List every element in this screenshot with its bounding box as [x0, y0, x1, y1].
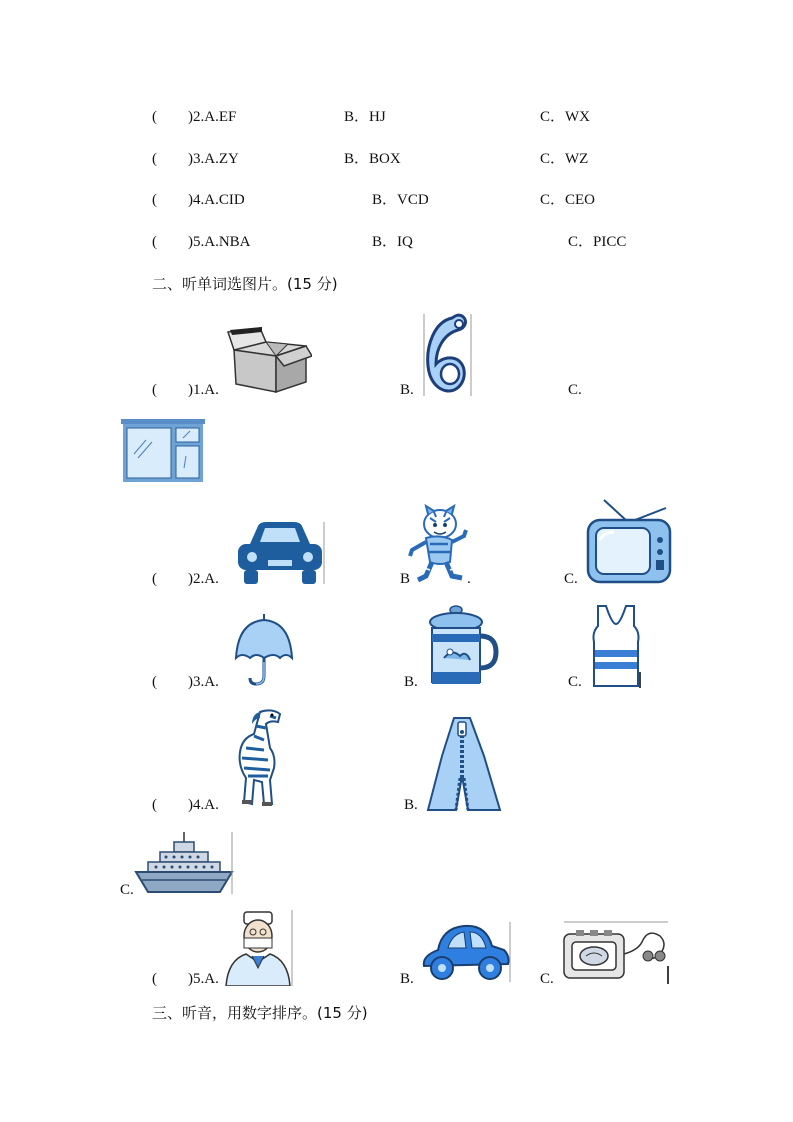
option-b: B．IQ: [372, 234, 413, 250]
question-4: )4.A.CID: [188, 192, 245, 208]
paren: (: [152, 192, 157, 208]
zipper-icon: [424, 716, 502, 812]
q4-option-c: C.: [120, 882, 134, 898]
paren: (: [152, 571, 157, 587]
option-b: B．HJ: [344, 109, 386, 125]
doctor-icon: [222, 908, 294, 986]
section2-title: 二、听单词选图片。(15 分): [152, 275, 338, 293]
ship-icon: [134, 830, 234, 896]
car-icon: [234, 520, 326, 586]
option-c: C．CEO: [540, 192, 596, 208]
walkman-icon: [562, 920, 670, 986]
cup-icon: [424, 602, 500, 690]
paren: (: [152, 797, 157, 813]
paren: (: [152, 109, 157, 125]
q5-option-c: C.: [540, 971, 554, 987]
q2-option-c: C.: [564, 571, 578, 587]
toy-car-icon: [420, 920, 512, 984]
q2-option-a: )2.A.: [188, 571, 219, 587]
q5-option-b: B.: [400, 971, 414, 987]
paren: (: [152, 674, 157, 690]
window-icon: [120, 418, 206, 484]
option-b: B．VCD: [372, 192, 429, 208]
zebra-icon: [230, 704, 290, 810]
paren: (: [152, 151, 157, 167]
q3-option-a: )3.A.: [188, 674, 219, 690]
q4-option-b: B.: [404, 797, 418, 813]
q4-option-a: )4.A.: [188, 797, 219, 813]
option-c: C．WZ: [540, 151, 589, 167]
box-icon: [226, 326, 312, 396]
question-3: )3.A.ZY: [188, 151, 239, 167]
question-5: )5.A.NBA: [188, 234, 251, 250]
vest-icon: [588, 602, 644, 690]
paren: (: [152, 234, 157, 250]
option-c: C．WX: [540, 109, 590, 125]
q3-option-b: B.: [404, 674, 418, 690]
section3-title: 三、听音，用数字排序。(15 分): [152, 1004, 368, 1022]
paren: (: [152, 382, 157, 398]
option-b: B．BOX: [344, 151, 401, 167]
q3-option-c: C.: [568, 674, 582, 690]
q1-option-c: C.: [568, 382, 582, 398]
q5-option-a: )5.A.: [188, 971, 219, 987]
q1-option-a: )1.A.: [188, 382, 219, 398]
option-c: C．PICC: [568, 234, 627, 250]
umbrella-icon: [232, 612, 298, 686]
q2-option-b: B: [400, 571, 411, 587]
tiger-icon: [406, 504, 472, 586]
q2-option-b-dot: .: [467, 571, 471, 587]
paren: (: [152, 971, 157, 987]
question-2: )2.A.EF: [188, 109, 237, 125]
tv-icon: [584, 496, 672, 586]
q1-option-b: B.: [400, 382, 414, 398]
number-six-icon: [422, 312, 472, 396]
